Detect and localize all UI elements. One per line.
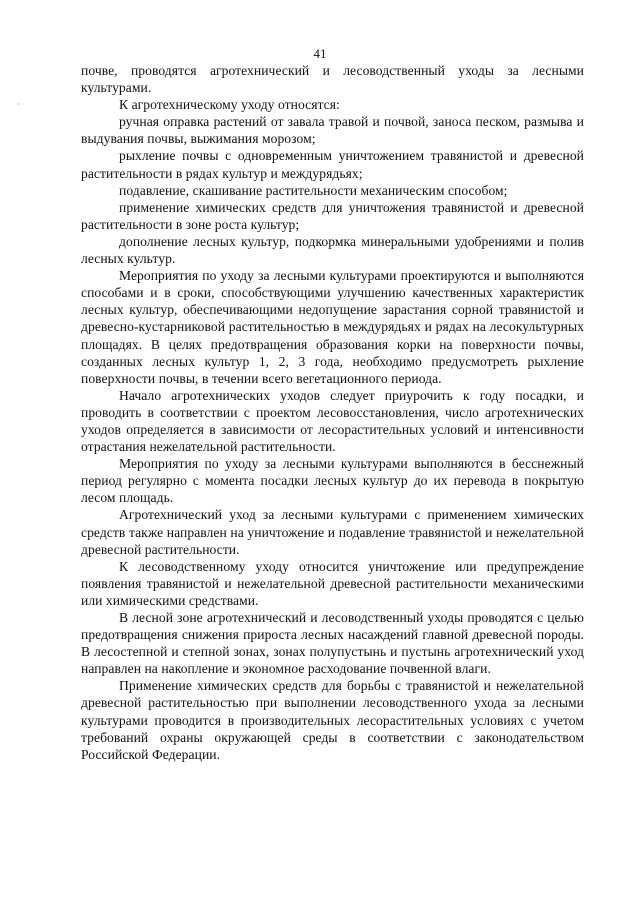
paragraph: Начало агротехнических уходов следует приурочить к году посадки, и проводить в соответствии с проектом лесовосстановления, число агротехнических уходов определяется в зависимости от лесорастительных условий и интенсивности отрастания нежелательной растительности. (81, 387, 584, 455)
paragraph: применение химических средств для уничтожения травянистой и древесной растительности в зоне роста культур; (81, 199, 584, 232)
paragraph: почве, проводятся агротехнический и лесоводственный уходы за лесными культурами. (81, 63, 584, 96)
page-number: 41 (313, 46, 327, 61)
paragraph: дополнение лесных культур, подкормка минеральными удобрениями и полив лесных культур. (81, 233, 584, 267)
paragraph: рыхление почвы с одновременным уничтожением травянистой и древесной растительности в рядах культур и междурядьях; (81, 148, 584, 181)
paragraph: Агротехнический уход за лесными культурами с применением химических средств также направлен на уничтожение и подавление травянистой и нежелательной древесной растительности. (81, 507, 584, 557)
paragraph: К агротехническому уходу относятся: (119, 97, 340, 113)
paragraph: В лесной зоне агротехнический и лесоводственный уходы проводятся с целью предотвращения снижения прироста лесных насаждений главной древесной породы. В лесостепной и степной зонах, зонах полупустынь и пустынь агротехнический уход направлен на накопление и экономное расходование почвенной влаги. (81, 610, 584, 677)
paragraph: Мероприятия по уходу за лесными культурами проектируются и выполняются способами и в сроки, способствующими улучшению качественных характеристик лесных культур, обеспечивающими недопущение зарастания сорной травянистой и древесно-кустарниковой растительностью в междурядьях и рядах на лесокультурных площадях. В целях предотвращения образования корки на поверхности почвы, созданных лесных культур 1, 2, 3 года, необходимо предусмотреть рыхление поверхности почвы, в течении всего вегетационного периода. (81, 268, 584, 386)
paragraph: ручная оправка растений от завала травой и почвой, заноса песком, размыва и выдувания почвы, выжимания морозом; (81, 114, 584, 147)
paragraph: К лесоводственному уходу относится уничтожение или предупреждение появления травянистой и нежелательной древесной растительности механическими или химическими средствами. (81, 558, 584, 608)
paragraph: подавление, скашивание растительности механическим способом; (119, 182, 508, 198)
body-text (81, 62, 584, 763)
scan-speck (18, 103, 19, 105)
paragraph: Мероприятия по уходу за лесными культурами выполняются в бесснежный период регулярно с момента посадки лесных культур до их перевода в покрытую лесом площадь. (81, 456, 584, 506)
paragraph: Применение химических средств для борьбы с травянистой и нежелательной древесной растительностью при выполнении лесоводственного ухода за лесными культурами проводится в производительных лесорастительных условиях с учетом требований охраны окружающей среды в соответствии с законодательством Российской Федерации. (81, 678, 584, 762)
